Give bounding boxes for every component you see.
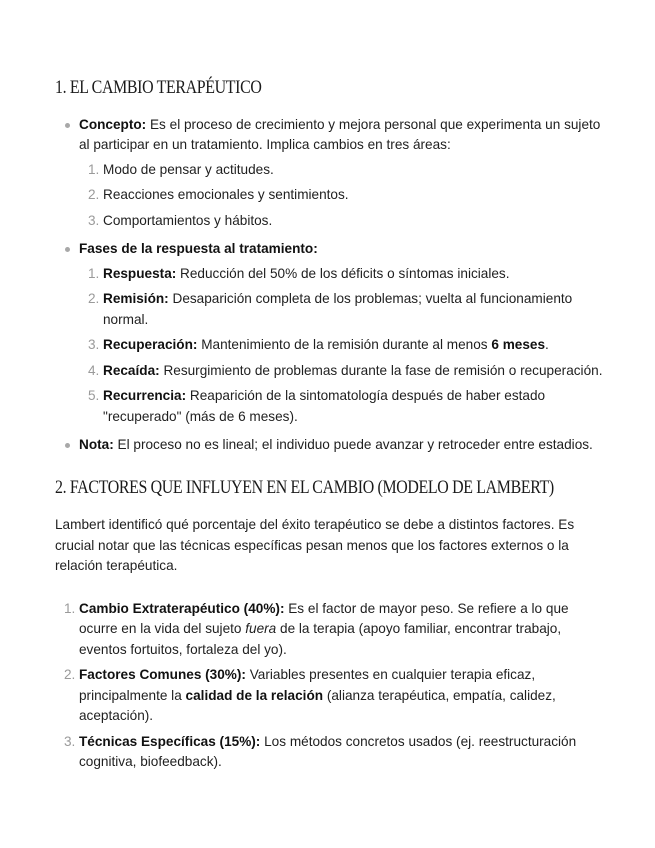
- note-label: Nota:: [79, 437, 114, 452]
- list-item: 3. Técnicas Específicas (15%): Los métodos concretos usados (ej. reestructuración cognitiva, biofeedback).: [64, 733, 577, 769]
- list-item: 2. Factores Comunes (30%): Variables presentes en cualquier terapia eficaz, principalmente la calidad de la relación (alianza terapéutica, empatía, calidez, aceptación).: [64, 667, 556, 723]
- concept-text: Es el proceso de crecimiento y mejora personal que experimenta un sujeto al participar en un tratamiento. Implica cambios en tres áreas:: [79, 116, 601, 152]
- note-text: El proceso no es lineal; el individuo puede avanzar y retroceder entre estadios.: [113, 437, 593, 452]
- list-item: 3. Recuperación: Mantenimiento de la remisión durante al menos 6 meses.: [88, 337, 549, 352]
- phases-label: Fases de la respuesta al tratamiento:: [79, 241, 318, 256]
- section-1-list: [55, 115, 605, 456]
- phases-list: [79, 264, 605, 428]
- lambert-factors-list: [55, 599, 605, 773]
- section-2-title: 2. FACTORES QUE INFLUYEN EN EL CAMBIO (MODELO DE LAMBERT): [55, 477, 554, 498]
- list-item: 4. Recaída: Resurgimiento de problemas durante la fase de remisión o recuperación.: [88, 362, 603, 378]
- concept-areas-list: [79, 160, 605, 232]
- list-item: 1. Respuesta: Reducción del 50% de los déficits o síntomas iniciales.: [88, 265, 510, 281]
- section-1-title: 1. EL CAMBIO TERAPÉUTICO: [55, 78, 262, 98]
- list-item: 3. Comportamientos y hábitos.: [88, 212, 273, 228]
- list-item: 2. Remisión: Desaparición completa de los problemas; vuelta al funcionamiento normal.: [88, 291, 573, 327]
- phases-item: [79, 239, 605, 427]
- list-item: 1. Cambio Extraterapéutico (40%): Es el factor de mayor peso. Se refiere a lo que ocurre en la vida del sujeto fuera de la terapia (apoyo familiar, encontrar trabajo, eventos fortuitos, fortaleza del yo).: [64, 600, 569, 657]
- concept-item: [79, 115, 605, 232]
- concept-label: Concepto:: [79, 116, 147, 132]
- list-item: 2. Reacciones emocionales y sentimientos.: [88, 187, 349, 202]
- list-item: 5. Recurrencia: Reaparición de la sintomatología después de haber estado "recuperado" (más de 6 meses).: [88, 388, 546, 424]
- list-item: 1. Modo de pensar y actitudes.: [88, 161, 274, 177]
- section-2-intro: Lambert identificó qué porcentaje del éxito terapéutico se debe a distintos factores. Es crucial notar que las técnicas específicas pesan menos que los factores externos o la relación terapéutica.: [55, 517, 575, 573]
- note-item: [79, 435, 605, 456]
